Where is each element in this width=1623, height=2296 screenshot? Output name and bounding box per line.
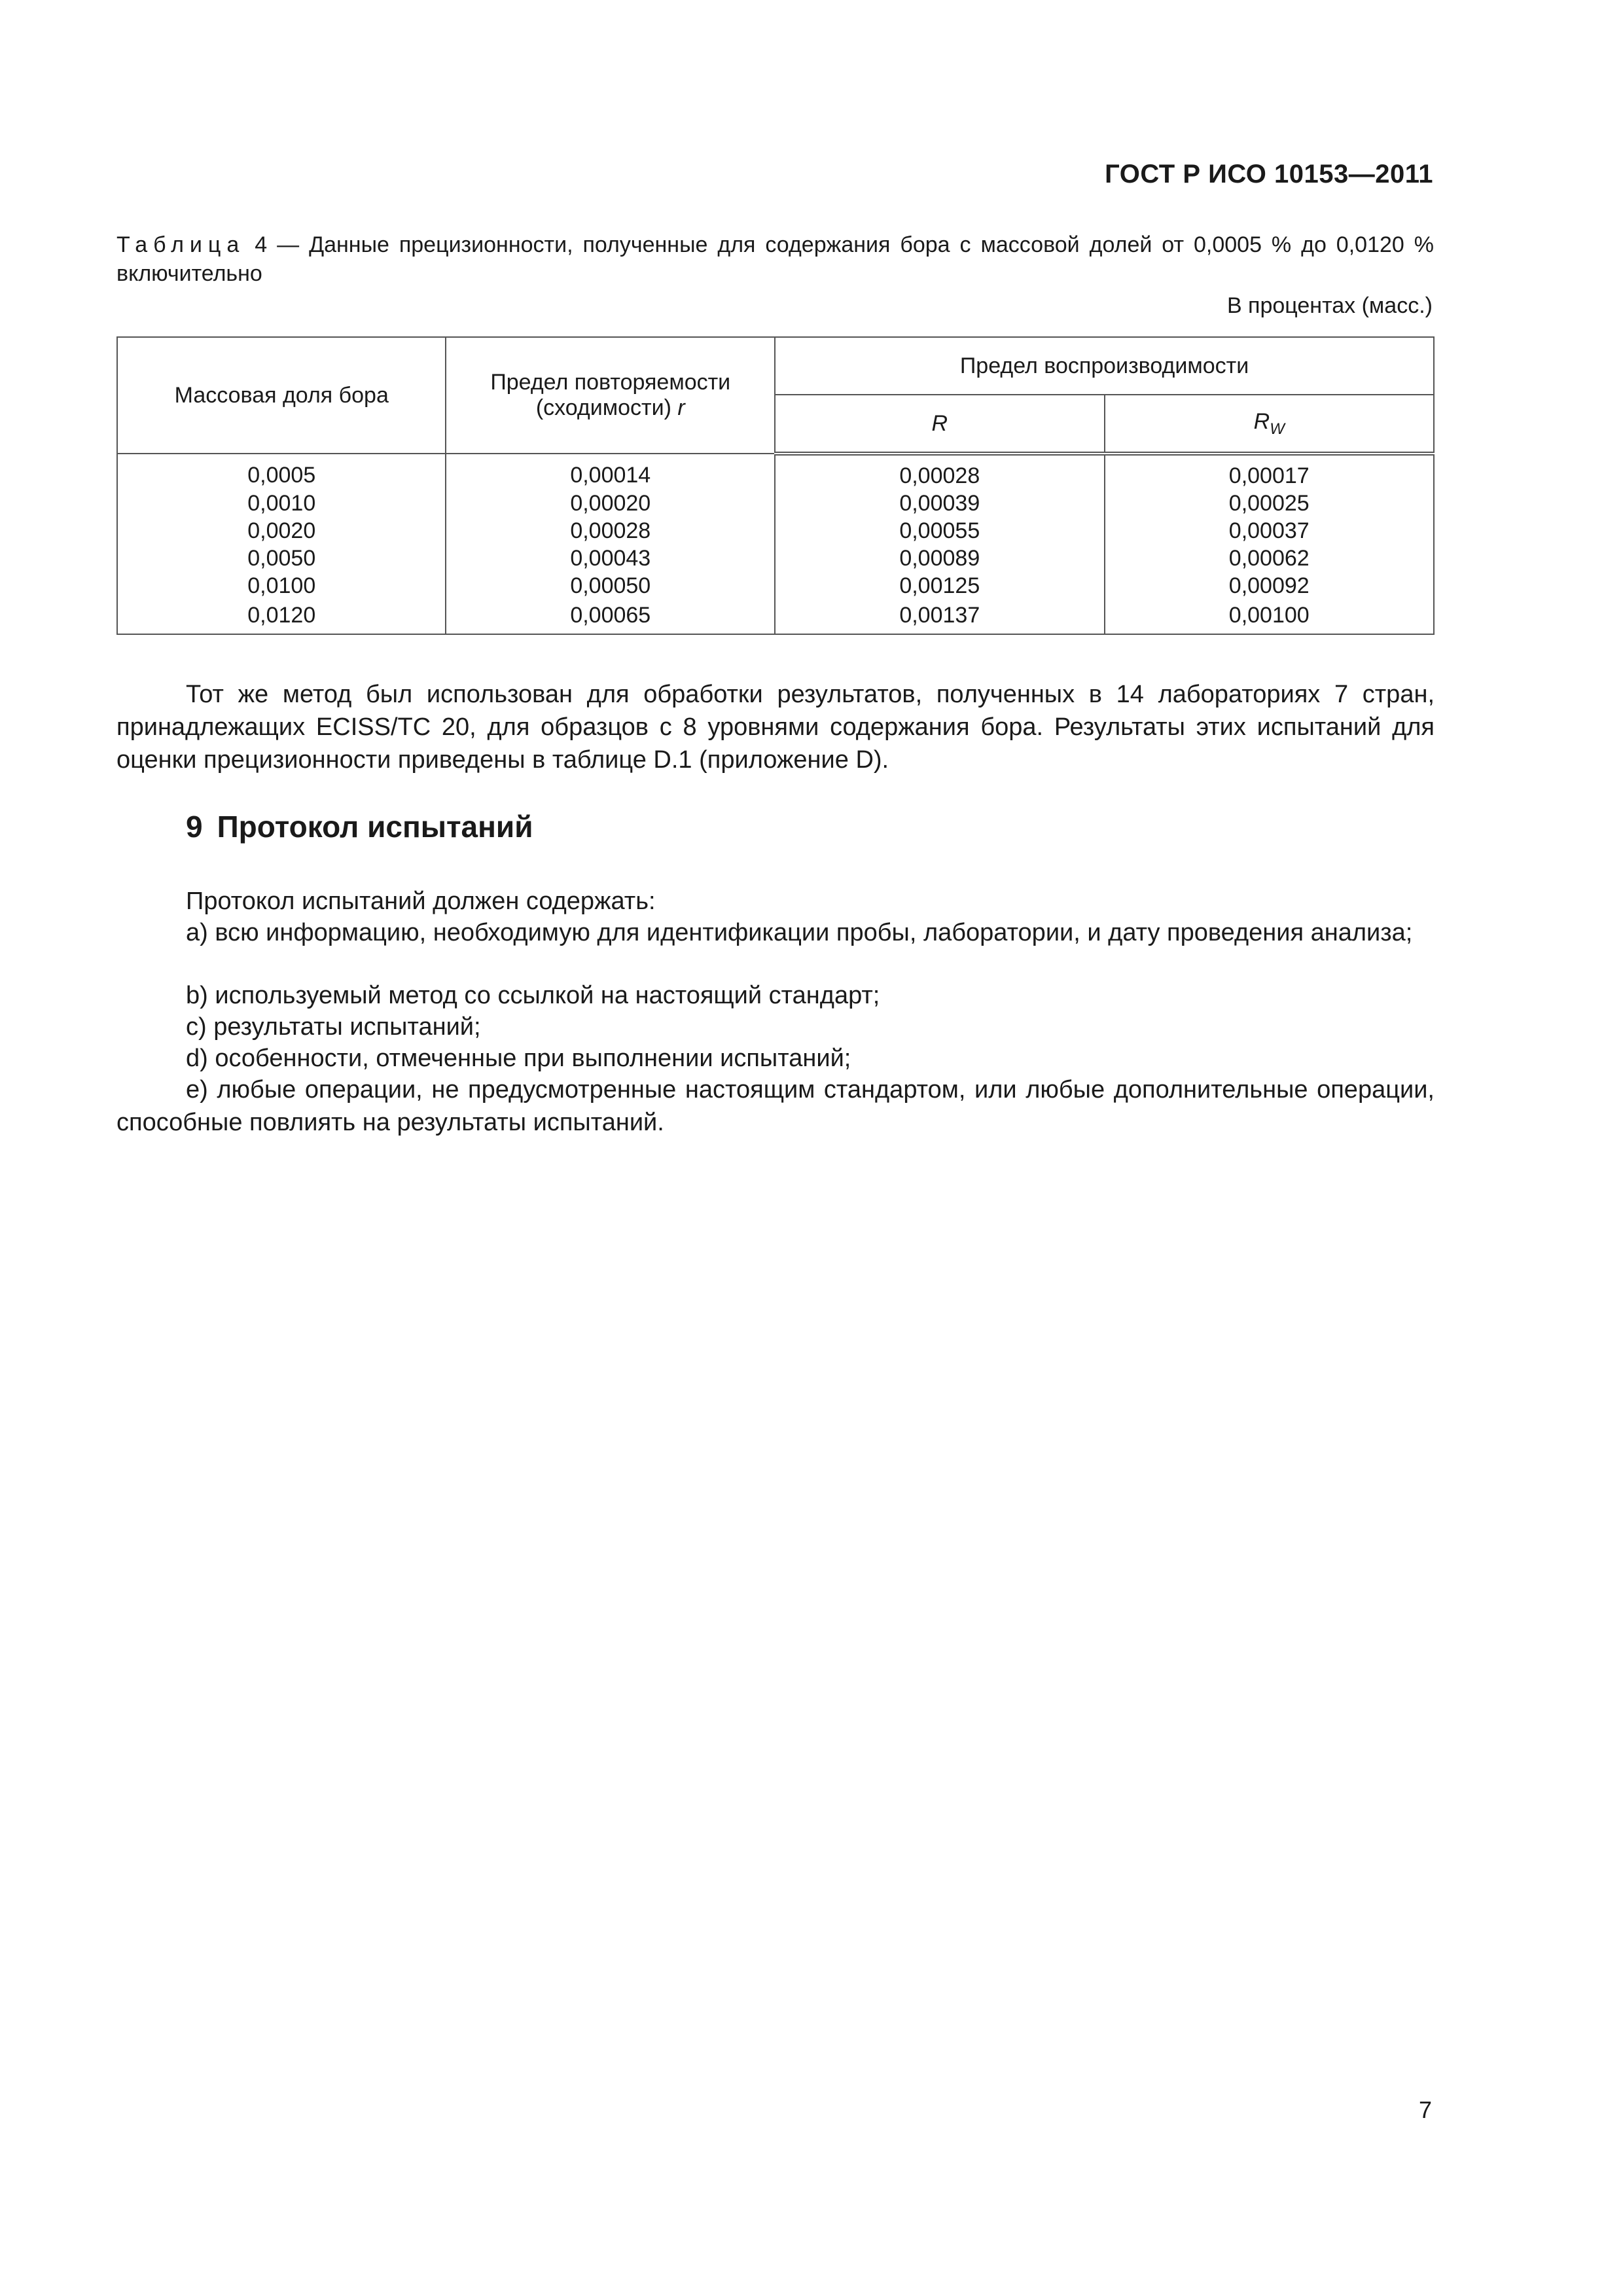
- table-cell: 0,0005: [117, 454, 446, 490]
- table-cell: 0,00065: [446, 600, 775, 634]
- header-reproducibility: Предел воспроизводимости: [775, 337, 1434, 395]
- header-r-big-symbol: R: [931, 410, 948, 436]
- table-cell: 0,00025: [1105, 490, 1434, 517]
- section-intro: Протокол испытаний должен содержать:: [186, 888, 656, 915]
- units-note: В процентах (масс.): [1226, 293, 1433, 318]
- table-cell: 0,0120: [117, 600, 446, 634]
- table-row: [117, 545, 1434, 572]
- header-rw-subscript: W: [1270, 420, 1285, 438]
- table-cell: 0,00137: [775, 600, 1104, 634]
- header-rw-symbol: R: [1253, 408, 1270, 434]
- table-caption-text: 4 — Данные прецизионности, полученные для содержания бора с массовой долей от 0,0005 % до 0,0120 % включительно: [116, 232, 1434, 286]
- table-cell: 0,0100: [117, 572, 446, 600]
- table-cell: 0,00089: [775, 545, 1104, 572]
- precision-table: [116, 336, 1435, 635]
- table-row: [117, 572, 1434, 600]
- header-rw: [1105, 395, 1434, 454]
- section-number: 9: [186, 810, 203, 844]
- header-repeatability-symbol: r: [677, 395, 685, 420]
- table-cell: 0,00014: [446, 454, 775, 490]
- header-repeatability: [446, 337, 775, 454]
- table-cell: 0,00100: [1105, 600, 1434, 634]
- header-mass-fraction: Массовая доля бора: [117, 337, 446, 454]
- list-item: b) используемый метод со ссылкой на настоящий стандарт;: [186, 982, 880, 1009]
- table-cell: 0,00092: [1105, 572, 1434, 600]
- page-number: 7: [1418, 2096, 1432, 2123]
- table-caption: [116, 230, 1434, 288]
- table-cell: 0,00017: [1105, 454, 1434, 490]
- table-cell: 0,00028: [446, 517, 775, 545]
- list-item: e) любые операции, не предусмотренные настоящим стандартом, или любые дополнительные операции, способные повлиять на результаты испытаний.: [116, 1076, 1435, 1136]
- table-row: [117, 490, 1434, 517]
- table-cell: 0,0010: [117, 490, 446, 517]
- table-cell: 0,00020: [446, 490, 775, 517]
- section-title: Протокол испытаний: [217, 810, 533, 844]
- table-cell: 0,00039: [775, 490, 1104, 517]
- table-cell: 0,00043: [446, 545, 775, 572]
- document-code: ГОСТ Р ИСО 10153—2011: [1105, 160, 1433, 188]
- table-cell: 0,0020: [117, 517, 446, 545]
- table-cell: 0,00055: [775, 517, 1104, 545]
- table-caption-label: Таблица: [116, 232, 245, 257]
- list-item: a) всю информацию, необходимую для идентификации пробы, лаборатории, и дату проведения анализа;: [186, 919, 1413, 946]
- table-cell: 0,0050: [117, 545, 446, 572]
- table-row: [117, 517, 1434, 545]
- header-r-big: [775, 395, 1104, 454]
- header-repeatability-label: Предел повторяемости (сходимости): [490, 370, 731, 420]
- list-item: d) особенности, отмеченные при выполнении испытаний;: [186, 1045, 851, 1072]
- section-heading: [186, 809, 533, 844]
- table-row: [117, 600, 1434, 634]
- table-row: [117, 454, 1434, 490]
- list-item: c) результаты испытаний;: [186, 1013, 481, 1041]
- table-cell: 0,00062: [1105, 545, 1434, 572]
- table-cell: 0,00028: [775, 454, 1104, 490]
- paragraph-method: Тот же метод был использован для обработки результатов, полученных в 14 лабораториях 7 стран, принадлежащих ECISS/TC 20, для образцов с 8 уровнями содержания бора. Результаты этих испытаний для оценки прецизионности приведены в таблице D.1 (приложение D).: [116, 681, 1435, 774]
- table-cell: 0,00125: [775, 572, 1104, 600]
- table-cell: 0,00050: [446, 572, 775, 600]
- table-cell: 0,00037: [1105, 517, 1434, 545]
